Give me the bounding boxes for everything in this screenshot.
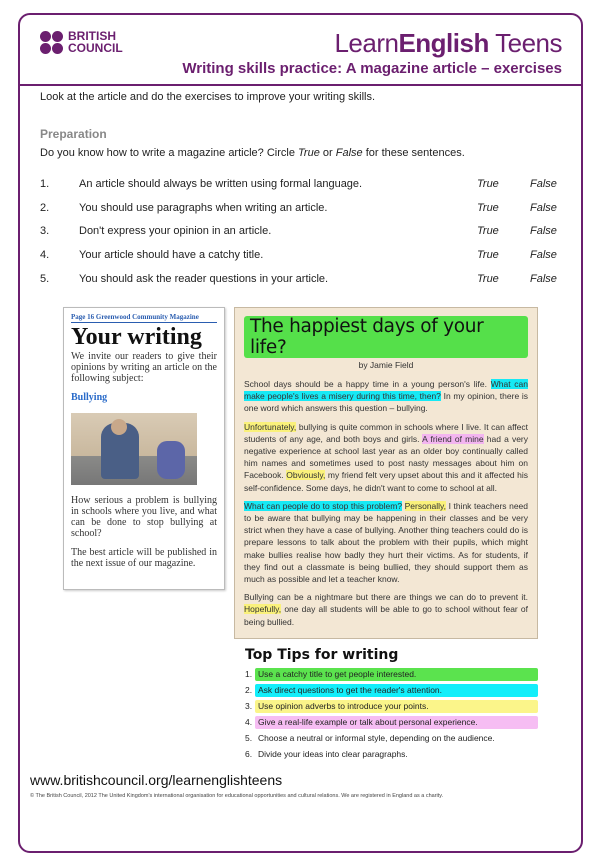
highlight-question: What can make people's lives a misery during this time, then?	[244, 379, 529, 402]
text-segment: 2.	[245, 684, 253, 695]
true-option[interactable]: True	[477, 178, 499, 190]
tip-item	[245, 668, 538, 681]
list-item	[40, 178, 560, 202]
logo-dots-icon	[40, 31, 63, 54]
false-option[interactable]: False	[530, 178, 557, 190]
text-segment: False	[335, 147, 363, 159]
text-segment: one day all students will be able to go to school without fear of being bullied.	[244, 604, 528, 627]
highlight-adverb: Hopefully,	[244, 604, 282, 615]
text-segment: Give a real-life example or talk about personal experience.	[255, 716, 538, 729]
text-segment: bullying is quite common in schools where I live. It can affect students of any age, and both boys and girls.	[244, 421, 528, 444]
magazine-clipping	[63, 307, 225, 590]
page-subtitle: Writing skills practice: A magazine article – exercises	[182, 60, 562, 77]
bullying-photo	[71, 413, 197, 485]
text-segment: 5.	[245, 732, 253, 743]
preparation-question	[40, 147, 465, 159]
text-segment: You should use paragraphs when writing an article.	[79, 201, 328, 214]
logo-text-line1: BRITISH	[68, 29, 116, 43]
sample-article	[234, 307, 538, 639]
list-item	[40, 249, 560, 273]
text-segment: my friend felt very upset about this and it affected his self-confidence. Some days, he didn't want to come to school at all.	[244, 470, 528, 493]
false-option[interactable]: False	[530, 249, 557, 262]
text-segment: You should ask the reader questions in your article.	[79, 272, 329, 285]
highlight-adverb: Unfortunately,	[244, 421, 297, 432]
text-segment: True	[298, 147, 320, 159]
highlight-question: What can people do to stop this problem?	[244, 500, 403, 511]
text-segment: Do you know how to write a magazine article? Circle	[40, 147, 299, 159]
false-option[interactable]: False	[530, 201, 557, 214]
text-segment: An article should always be written using formal language.	[79, 178, 363, 190]
text-segment: Divide your ideas into clear paragraphs.	[258, 748, 408, 759]
website-link[interactable]: www.britishcouncil.org/learnenglishteens	[30, 772, 283, 788]
tip-item	[245, 732, 538, 745]
true-option[interactable]: True	[477, 225, 499, 238]
article-paragraph	[244, 500, 528, 585]
clipping-subject: Bullying	[71, 392, 108, 403]
false-option[interactable]: False	[530, 272, 557, 285]
text-segment: Teens	[488, 28, 562, 58]
preparation-heading: Preparation	[40, 127, 107, 141]
text-segment: Bullying can be a nightmare but there are things we can do to prevent it.	[244, 592, 528, 603]
text-segment: or	[319, 147, 336, 159]
clipping-question: How serious a problem is bullying in schools where you live, and what can be done to stop bullying at school?	[71, 495, 217, 539]
text-segment: 2.	[40, 201, 50, 214]
text-segment: 5.	[40, 272, 50, 285]
article-title: The happiest days of your life?	[244, 316, 528, 358]
text-segment: 4.	[40, 249, 50, 262]
tip-item	[245, 684, 538, 697]
right-column	[234, 307, 538, 764]
text-segment: 3.	[40, 225, 50, 238]
highlight-adverb: Obviously,	[286, 470, 326, 481]
true-option[interactable]: True	[477, 201, 499, 214]
text-segment: Learn	[334, 28, 399, 58]
true-option[interactable]: True	[477, 249, 499, 262]
text-segment: 4.	[245, 716, 253, 727]
true-false-list	[40, 178, 560, 296]
list-item	[40, 273, 560, 297]
true-option[interactable]: True	[477, 272, 499, 285]
header-divider	[19, 84, 582, 86]
intro-text: Look at the article and do the exercises to improve your writing skills.	[40, 91, 376, 103]
logo-text-line2: COUNCIL	[68, 41, 123, 55]
text-segment: Use a catchy title to get people interested.	[255, 668, 538, 681]
text-segment: Use opinion adverbs to introduce your points.	[255, 700, 538, 713]
clipping-invite: We invite our readers to give their opinions by writing an article on the following subject:	[71, 351, 217, 384]
text-segment: for these sentences.	[362, 147, 465, 159]
false-option[interactable]: False	[530, 225, 557, 238]
article-paragraph	[244, 591, 528, 628]
tip-item	[245, 700, 538, 713]
text-segment: 6.	[245, 748, 253, 759]
text-segment: School days should be a happy time in a young person's life.	[244, 379, 491, 389]
article-byline: by Jamie Field	[358, 360, 414, 370]
text-segment: I think teachers need to be aware that bullying may be happening in their classes and be very strict when they have a case of bullying. Another thing teachers could do is prepare lessons to talk about the problem with their pupils, which might make bullies realise how badly they hurt their victims. As for students, if they find out a classmate is being bullied, they should support them as much as possible and let a teacher know.	[244, 500, 529, 585]
tips-title: Top Tips for writing	[245, 646, 399, 663]
tip-item	[245, 716, 538, 729]
text-segment: 3.	[245, 700, 253, 711]
text-segment: 1.	[245, 668, 253, 679]
highlight-experience: A friend of mine	[422, 433, 484, 444]
learnenglish-teens-brand	[334, 28, 562, 59]
highlight-adverb: Personally,	[404, 500, 447, 511]
text-segment: In my opinion, there is one word which answers this question – bullying.	[244, 391, 528, 414]
text-segment: English	[398, 28, 489, 58]
list-item	[40, 202, 560, 226]
copyright-text: © The British Council, 2012 The United Kingdom's international organisation for educational opportunities and cultural relations. We are registered in England as a charity.	[30, 793, 444, 799]
top-tips	[245, 647, 538, 764]
clipping-header: Page 16 Greenwood Community Magazine	[71, 313, 217, 323]
article-paragraph	[244, 421, 528, 494]
british-council-logo	[40, 30, 123, 54]
text-segment: Your article should have a catchy title.	[79, 249, 264, 262]
tip-item	[245, 748, 538, 761]
list-item	[40, 225, 560, 249]
article-paragraph	[244, 378, 528, 415]
text-segment: 1.	[40, 178, 50, 190]
clipping-title: Your writing	[71, 324, 202, 350]
text-segment: Ask direct questions to get the reader's attention.	[255, 684, 538, 697]
text-segment: Choose a neutral or informal style, depending on the audience.	[258, 732, 495, 743]
text-segment: Don't express your opinion in an article.	[79, 225, 272, 238]
clipping-note: The best article will be published in the next issue of our magazine.	[71, 547, 217, 569]
text-segment: had a very negative experience at school last year as an older boy continually called him names and sometimes used to post nasty messages about him on Facebook.	[244, 433, 529, 481]
